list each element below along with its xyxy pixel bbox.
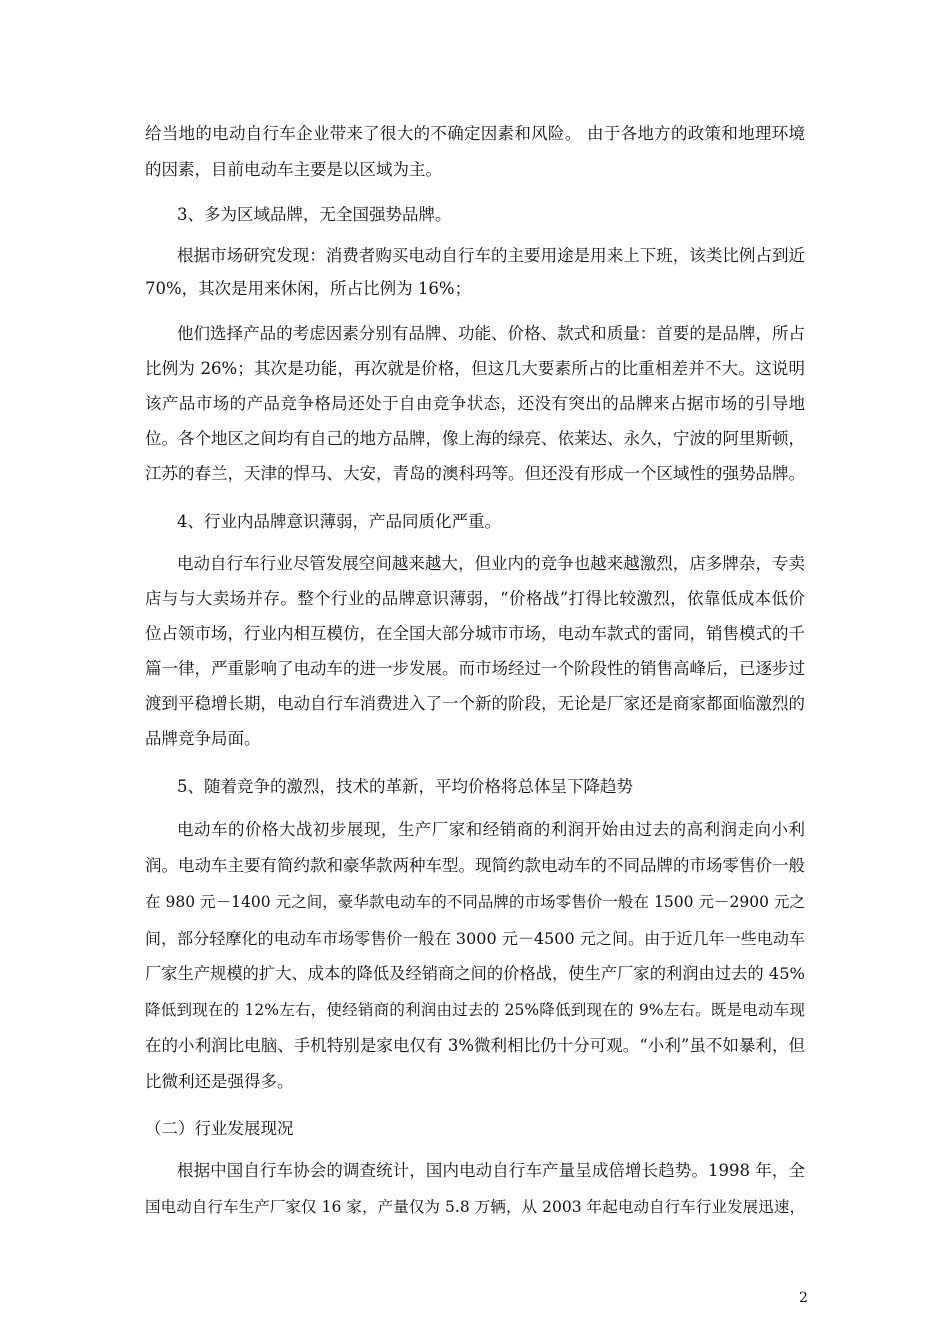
- paragraph-line: 店与与大卖场并存。整个行业的品牌意识薄弱，“价格战”打得比较激烈，依靠低成本低价: [145, 589, 805, 608]
- paragraph-line: 江苏的春兰，天津的悍马、大安，青岛的澳科玛等。但还没有形成一个区域性的强势品牌。: [145, 464, 805, 483]
- paragraph-line: 根据市场研究发现：消费者购买电动自行车的主要用途是用来上下班，该类比例占到近: [177, 246, 805, 265]
- paragraph-line: 品牌竞争局面。: [145, 729, 261, 748]
- paragraph-line: 的因素，目前电动车主要是以区域为主。: [145, 160, 442, 179]
- section-heading: 5、随着竞争的激烈，技术的革新，平均价格将总体呈下降趋势: [177, 777, 633, 796]
- paragraph-line: 渡到平稳增长期，电动自行车消费进入了一个新的阶段，无论是厂家还是商家都面临激烈的: [145, 694, 805, 713]
- paragraph-line: 根据中国自行车协会的调查统计，国内电动自行车产量呈成倍增长趋势。1998 年，全: [177, 1161, 805, 1180]
- paragraph-line: 他们选择产品的考虑因素分别有品牌、功能、价格、款式和质量：首要的是品牌，所占: [177, 324, 805, 343]
- paragraph-line: 给当地的电动自行车企业带来了很大的不确定因素和风险。 由于各地方的政策和地理环境: [145, 124, 805, 143]
- paragraph-line: 在的小利润比电脑、手机特别是家电仅有 3%微利相比仍十分可观。“小利”虽不如暴利，但: [145, 1036, 805, 1055]
- section-heading: 4、行业内品牌意识薄弱，产品同质化严重。: [177, 512, 501, 531]
- paragraph-line: 该产品市场的产品竞争格局还处于自由竞争状态，还没有突出的品牌来占据市场的引导地: [145, 394, 805, 413]
- paragraph-line: 电动车的价格大战初步展现，生产厂家和经销商的利润开始由过去的高利润走向小利: [177, 820, 805, 839]
- section-heading: 3、多为区域品牌，无全国强势品牌。: [177, 205, 452, 224]
- paragraph-line: 在 980 元－1400 元之间，豪华款电动车的不同品牌的市场零售价一般在 1500 元－2900 元之: [145, 893, 805, 911]
- paragraph-line: 电动自行车行业尽管发展空间越来越大，但业内的竞争也越来越激烈，店多牌杂，专卖: [177, 554, 805, 573]
- paragraph-line: 比微利还是强得多。: [145, 1072, 294, 1091]
- paragraph-line: 位。各个地区之间均有自己的地方品牌，像上海的绿亮、依莱达、永久，宁波的阿里斯顿，: [145, 429, 805, 448]
- paragraph-line: 比例为 26%；其次是功能，再次就是价格，但这几大要素所占的比重相差并不大。这说明: [145, 359, 805, 378]
- paragraph-line: 降低到现在的 12%左右，使经销商的利润由过去的 25%降低到现在的 9%左右。既是电动车现: [145, 1001, 805, 1019]
- paragraph-line: 国电动自行车生产厂家仅 16 家，产量仅为 5.8 万辆，从 2003 年起电动自行车行业发展迅速，: [145, 1198, 805, 1216]
- section-heading: （二）行业发展现况: [145, 1119, 294, 1138]
- paragraph-line: 篇一律，严重影响了电动车的进一步发展。而市场经过一个阶段性的销售高峰后，已逐步过: [145, 659, 805, 678]
- paragraph-line: 70%，其次是用来休闲，所占比例为 16%；: [145, 279, 472, 298]
- page-number: 2: [799, 1290, 808, 1306]
- paragraph-line: 润。电动车主要有简约款和豪华款两种车型。现简约款电动车的不同品牌的市场零售价一般: [145, 856, 805, 875]
- paragraph-line: 位占领市场，行业内相互模仿，在全国大部分城市市场，电动车款式的雷同，销售模式的千: [145, 624, 805, 643]
- paragraph-line: 厂家生产规模的扩大、成本的降低及经销商之间的价格战，使生产厂家的利润由过去的 45%: [145, 964, 805, 983]
- paragraph-line: 间，部分轻摩化的电动车市场零售价一般在 3000 元－4500 元之间。由于近几年一些电动车: [145, 929, 805, 948]
